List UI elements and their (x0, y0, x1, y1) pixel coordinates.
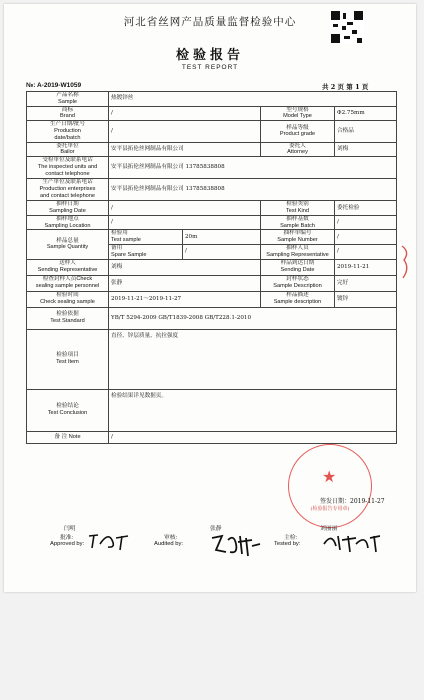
brand-label-text: 商标 Brand (60, 106, 75, 120)
sampling-date-label-text: 抽样日期 Sampling Date (49, 201, 86, 214)
issue-date-line (320, 496, 385, 505)
seal-desc-label-text: 封样状态 Sample Description (273, 276, 322, 290)
test-kind-label-text: 检验类别 Test Kind (285, 201, 309, 214)
official-seal (288, 444, 372, 528)
sending-date-value: 2019-11-21 (335, 259, 397, 275)
bailor-label-text: 委托单位 Bailor (56, 142, 79, 156)
sample-desc-label-text: 样品描述 Sample description (273, 292, 322, 306)
tested-signature (322, 530, 382, 554)
qr-code-icon (330, 10, 364, 44)
inspected-label-text: 受检单位及联系电话 The inspected units and contact telephone (37, 157, 98, 178)
quantity-label-text: 样品总量 Sample Quantity (46, 237, 89, 251)
sampling-rep-label (261, 244, 335, 259)
grade-value: 合格品 (335, 121, 397, 142)
tested-printed-name: 刘丽丽 (320, 526, 338, 532)
batch-value: / (109, 121, 261, 142)
sending-rep-label-text: 送样人 Sending Representative (37, 260, 98, 274)
sending-date-label (261, 259, 335, 275)
sending-rep-value: 刘梅 (109, 259, 261, 275)
report-table (26, 91, 397, 444)
producer-value: 安平县拓伦丝网制品有限公司 13785838808 (109, 179, 397, 201)
attorney-value: 刘梅 (335, 142, 397, 157)
sampling-location-value: / (109, 215, 261, 230)
audited-printed-name: 张静 (210, 526, 222, 532)
issue-date-label: 签发日期： (320, 498, 351, 505)
page-number: 共 2 页 第 1 页 (322, 83, 369, 91)
producer-label (27, 179, 109, 201)
test-sample-label-text: 检验用 Test sample (111, 230, 141, 244)
item-value: 直径、锌层质量、抗拉强度 (109, 329, 397, 389)
item-label-text: 检验项目 Test Item (56, 352, 79, 366)
brand-label (27, 106, 109, 121)
attorney-label (261, 142, 335, 157)
test-kind-value: 委托检验 (335, 201, 397, 216)
audited-label: 审核: (164, 535, 178, 541)
bailor-label (27, 142, 109, 157)
approved-by (50, 532, 84, 547)
tested-label: 主检: (284, 535, 298, 541)
audited-signature (208, 530, 264, 558)
standard-label (27, 307, 109, 329)
conclusion-label-text: 检验结论 Test Conclusion (47, 403, 88, 417)
test-sample-value: 20m (183, 230, 261, 245)
spare-sample-label (109, 244, 183, 259)
sampling-rep-value: / (335, 244, 397, 259)
sampling-date-value: / (109, 201, 261, 216)
brand-value: / (109, 106, 261, 121)
model-label-text: 型号规格 Model Type (283, 106, 312, 120)
note-label: 备 注 Note (27, 431, 109, 443)
model-label (261, 106, 335, 121)
sampling-rep-label-text: 抽样人员 Sampling Representative (266, 244, 329, 258)
spare-sample-label-text: 备用 Spare Sample (111, 244, 147, 258)
approved-printed-name: 闫明 (64, 526, 76, 532)
approved-label-en: Approved by: (50, 541, 85, 547)
sample-label-text: 产品名称 Sample (56, 92, 79, 105)
sample-number-label (261, 230, 335, 245)
report-page (4, 4, 416, 592)
check-rep-label (27, 275, 109, 291)
sampling-location-label (27, 215, 109, 230)
batch-label (27, 121, 109, 142)
sample-number-value: / (335, 230, 397, 245)
issue-date-value: 2019-11-27 (350, 498, 385, 505)
standard-label-text: 检验依据 Test Standard (50, 311, 85, 325)
sample-number-label-text: 抽样单编号 Sample Number (277, 230, 318, 244)
batch-label-text: 生产日期/批号 Production date/batch (49, 121, 86, 141)
model-value: Φ2.75mm (335, 106, 397, 121)
sample-desc-value: 镀锌 (335, 291, 397, 307)
seal-desc-label (261, 275, 335, 291)
quantity-label (27, 230, 109, 259)
sampling-location-label-text: 抽样地点 Sampling Location (44, 215, 91, 229)
sample-batch-label-text: 抽样基数 Sample Batch (280, 215, 315, 229)
seal-desc-value: 完好 (335, 275, 397, 291)
check-rep-value: 张静 (109, 275, 261, 291)
sample-batch-value: / (335, 215, 397, 230)
test-kind-label (261, 201, 335, 216)
grade-label (261, 121, 335, 142)
report-title: 检验报告 (175, 48, 244, 63)
report-number: №: A-2019-W1059 (26, 82, 82, 89)
check-rep-label-text: 检查封样人员Check sealing sample personnel (35, 276, 100, 290)
grade-label-text: 样品等级 Product grade (279, 124, 316, 138)
seal-label: (检验报告专用章) (310, 506, 350, 512)
approved-signature (86, 530, 132, 552)
spare-sample-value: / (183, 244, 261, 259)
inspected-value: 安平县拓伦丝网制品有限公司 13785838808 (109, 157, 397, 179)
note-value: / (109, 431, 397, 443)
standard-value: YB/T 5294-2009 GB/T1839-2008 GB/T228.1-2010 (109, 307, 397, 329)
inspected-label (27, 157, 109, 179)
approved-label: 批准: (60, 535, 74, 541)
check-time-value: 2019-11-21～2019-11-27 (109, 291, 261, 307)
star-icon: ★ (322, 467, 337, 486)
sample-value: 热镀锌丝 (109, 92, 397, 107)
conclusion-value: 检验结果详见数据页。 (109, 389, 397, 431)
sample-desc-label (261, 291, 335, 307)
audited-by (154, 532, 183, 547)
report-title-en: TEST REPORT (181, 64, 239, 71)
check-time-label (27, 291, 109, 307)
sending-rep-label (27, 259, 109, 275)
item-label (27, 329, 109, 389)
sending-date-label-text: 样品到达日期 Sending Date (280, 260, 315, 274)
tested-by (274, 532, 300, 547)
edge-seal-fragment (400, 242, 412, 282)
bailor-value: 安平县拓伦丝网制品有限公司 (109, 142, 261, 157)
producer-label-text: 生产单位及联系电话 Production enterprises and contact telephone (39, 179, 96, 200)
conclusion-label (27, 389, 109, 431)
institute-name: 河北省丝网产品质量监督检验中心 (123, 16, 297, 28)
sample-batch-label (261, 215, 335, 230)
sampling-date-label (27, 201, 109, 216)
sample-label (27, 92, 109, 107)
audited-label-en: Audited by: (154, 541, 184, 547)
check-time-label-text: 检验时间 Check sealing sample (40, 292, 95, 306)
tested-label-en: Tested by: (274, 541, 301, 547)
attorney-label-text: 委托人 Attorney (287, 142, 308, 156)
test-sample-label (109, 230, 183, 245)
